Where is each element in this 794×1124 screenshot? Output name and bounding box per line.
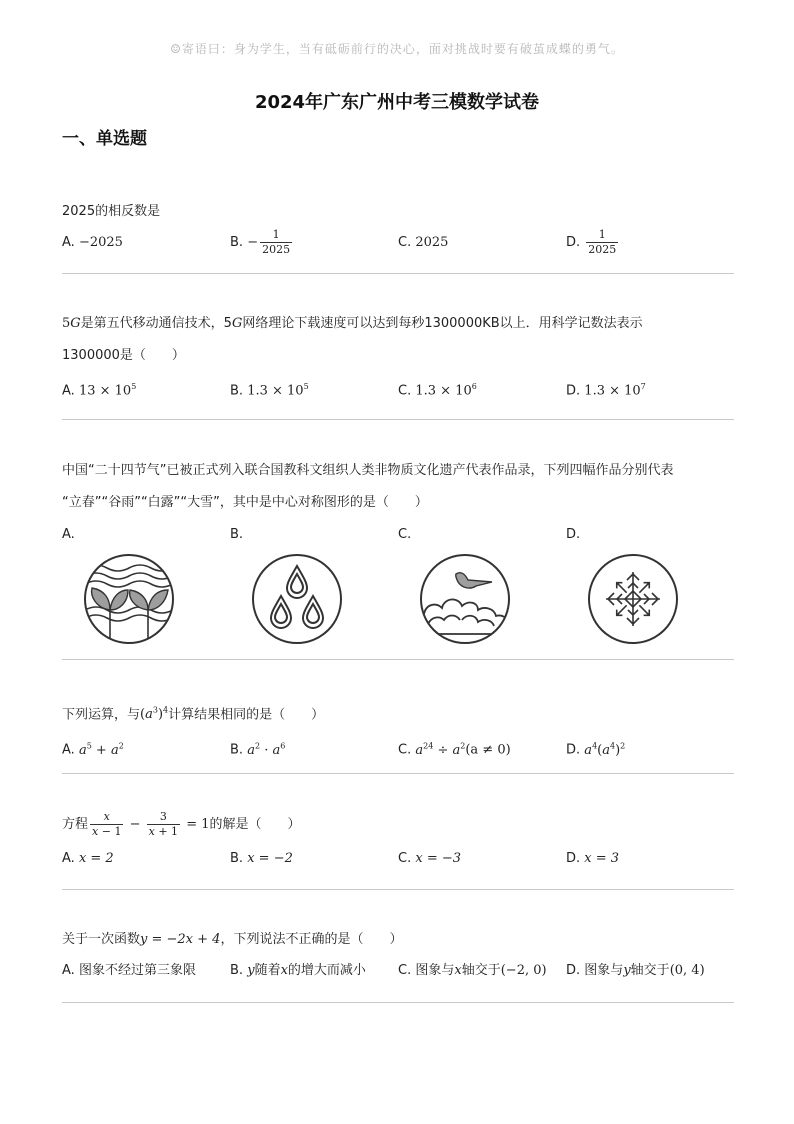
option-letter: C.: [398, 963, 412, 978]
option-expression: $a^2 \cdot a^6$: [247, 741, 286, 758]
option-a[interactable]: [62, 731, 124, 765]
divider: [62, 419, 734, 420]
option-value: 2025: [415, 235, 449, 250]
stem-text: 方程: [62, 817, 89, 832]
option-text: 轴交于: [461, 963, 501, 978]
option-letter: A.: [62, 527, 75, 542]
option-exponent: 5: [303, 382, 309, 391]
option-value: x = 3: [584, 851, 620, 866]
option-c[interactable]: [398, 956, 547, 986]
option-letter: B.: [230, 383, 244, 399]
option-letter: C.: [398, 235, 412, 250]
divider: [62, 273, 734, 274]
stem-text: 计算结果相同的是（ ）: [168, 707, 325, 723]
option-letter: D.: [566, 742, 581, 758]
option-value: −2025: [78, 235, 123, 250]
option-c[interactable]: [398, 520, 411, 550]
option-c[interactable]: [398, 844, 461, 874]
option-text: 随着: [254, 963, 281, 978]
option-b[interactable]: [230, 731, 285, 765]
question-1-stem: 2025的相反数是: [62, 204, 161, 219]
option-var: y: [623, 963, 631, 978]
option-text: 的增大而减小: [287, 963, 366, 978]
option-condition: (a ≠ 0): [465, 742, 511, 758]
bird-clouds-icon[interactable]: [418, 552, 512, 646]
question-2-stem: [62, 308, 734, 340]
option-letter: A.: [62, 383, 75, 399]
question-1: [62, 196, 734, 258]
option-b[interactable]: [230, 956, 366, 986]
option-letter: B.: [230, 851, 244, 866]
option-letter: D.: [566, 235, 581, 250]
option-a[interactable]: [62, 956, 196, 986]
question-4-stem: [62, 695, 734, 731]
option-letter: B.: [230, 742, 244, 758]
option-letter: C.: [398, 383, 412, 399]
divider: [62, 1002, 734, 1003]
question-2-stem-line2: 1300000是（ ）: [62, 348, 185, 363]
divider: [62, 773, 734, 774]
denominator: 2025: [588, 243, 617, 256]
option-a[interactable]: [62, 372, 136, 406]
option-base: 13 × 10: [78, 383, 132, 399]
stem-text: 关于一次函数: [62, 932, 141, 947]
fraction: $\frac{3}{x + 1}$: [148, 810, 179, 838]
motto-text: ☺寄语曰：身为学生，当有砥砺前行的决心，面对挑战时要有破茧成蝶的勇气。: [170, 42, 624, 56]
question-3: [62, 455, 734, 519]
question-2: [62, 308, 734, 402]
option-letter: B.: [230, 527, 244, 542]
option-expression: $a^5 + a^2$: [78, 741, 124, 758]
option-c[interactable]: [398, 731, 511, 765]
option-a[interactable]: [62, 228, 123, 258]
option-b[interactable]: [230, 228, 294, 258]
numerator: 1: [586, 228, 618, 243]
question-4: [62, 695, 734, 761]
option-math: (−2, 0): [500, 963, 547, 978]
question-3-stem-line2: “立春”“谷雨”“白露”“大雪”，其中是中心对称图形的是（ ）: [62, 495, 428, 510]
stem-text: 下列运算，与: [62, 707, 141, 723]
stem-text: ，下列说法不正确的是（ ）: [220, 932, 403, 947]
snowflake-icon[interactable]: [586, 552, 680, 646]
option-letter: D.: [566, 383, 581, 399]
option-base: 1.3 × 10: [584, 383, 641, 399]
divider: [62, 889, 734, 890]
raindrops-icon[interactable]: [250, 552, 344, 646]
stem-text: 网络理论下载速度可以达到每秒1300000KB以上．用科学记数法表示: [242, 316, 643, 331]
question-5-stem: 方程 $\frac{x}{x - 1}$ − $\frac{3}{x + 1}$ = 1的解是（ ）: [62, 810, 301, 838]
question-6: [62, 924, 734, 986]
option-c[interactable]: [398, 372, 477, 406]
option-d[interactable]: [566, 731, 625, 765]
option-a[interactable]: [62, 844, 114, 874]
option-letter: C.: [398, 742, 412, 758]
stem-text: 的解是（ ）: [209, 817, 301, 832]
option-value: x = −3: [415, 851, 462, 866]
stem-text: 5: [62, 316, 71, 331]
option-text: 图象不经过第三象限: [78, 963, 196, 978]
stem-text: 是第五代移动通信技术，5: [80, 316, 232, 331]
option-c[interactable]: [398, 228, 448, 258]
option-var: x: [280, 963, 288, 978]
option-b[interactable]: [230, 844, 293, 874]
option-letter: B.: [230, 235, 244, 250]
option-d[interactable]: [566, 520, 580, 550]
option-letter: C.: [398, 851, 412, 866]
option-letter: A.: [62, 742, 75, 758]
stem-var: G: [231, 316, 243, 331]
option-exponent: 6: [471, 382, 477, 391]
option-value: x = −2: [247, 851, 293, 866]
denominator: 2025: [262, 243, 291, 256]
option-d[interactable]: [566, 228, 620, 258]
option-letter: D.: [566, 527, 581, 542]
fraction: $\frac{x}{x - 1}$: [92, 810, 122, 838]
page-title: 2024年广东广州中考三模数学试卷: [254, 92, 540, 113]
option-letter: C.: [398, 527, 412, 542]
fraction: [260, 228, 292, 257]
divider: [62, 659, 734, 660]
option-letter: A.: [62, 963, 75, 978]
option-sign: −: [247, 235, 259, 250]
stem-expression: y = −2x + 4: [140, 932, 221, 947]
fraction: [586, 228, 618, 257]
option-letter: D.: [566, 963, 581, 978]
question-6-stem: [62, 924, 734, 956]
section-heading: 一、单选题: [62, 129, 147, 149]
option-exponent: 7: [640, 382, 646, 391]
option-base: 1.3 × 10: [247, 383, 304, 399]
option-text: 轴交于: [630, 963, 670, 978]
sprout-icon[interactable]: [82, 552, 176, 646]
option-d[interactable]: [566, 372, 646, 406]
option-text: 图象与: [415, 963, 455, 978]
option-var: x: [454, 963, 462, 978]
option-letter: A.: [62, 851, 75, 866]
question-5: [62, 806, 734, 874]
option-var: y: [247, 963, 255, 978]
option-d[interactable]: [566, 956, 705, 986]
option-letter: B.: [230, 963, 244, 978]
option-b[interactable]: [230, 520, 243, 550]
stem-expression: $(a^3)^4$: [140, 706, 169, 723]
question-3-stem-line1: 中国“二十四节气”已被正式列入联合国教科文组织人类非物质文化遗产代表作品录，下列四幅作品分别代表: [62, 463, 674, 478]
option-text: 图象与: [584, 963, 624, 978]
option-letter: D.: [566, 851, 581, 866]
option-letter: A.: [62, 235, 75, 250]
stem-var: G: [70, 316, 81, 331]
question-3-options: [62, 520, 734, 650]
option-value: x = 2: [78, 851, 114, 866]
option-a[interactable]: [62, 520, 75, 550]
option-d[interactable]: [566, 844, 619, 874]
option-math: (0, 4): [669, 963, 705, 978]
option-exponent: 5: [131, 382, 137, 391]
option-b[interactable]: [230, 372, 309, 406]
numerator: 1: [260, 228, 292, 243]
option-expression: $a^4(a^4)^2$: [584, 741, 626, 758]
option-base: 1.3 × 10: [415, 383, 472, 399]
option-expression: $a^{24} \div a^2$: [415, 741, 466, 758]
